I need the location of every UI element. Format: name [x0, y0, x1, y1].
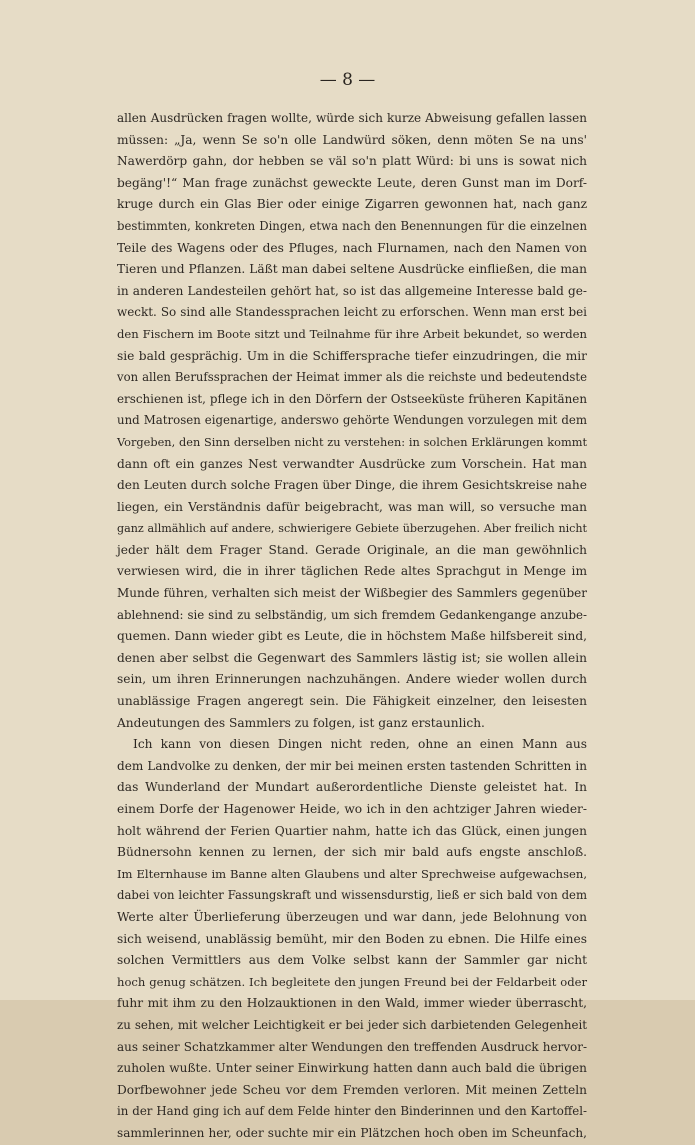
text-line: Ich kann von diesen Dingen nicht reden, ohne an einen Mann aus	[133, 737, 587, 752]
text-line: fuhr mit ihm zu den Holzauktionen in den Wald, immer wieder überrascht,	[117, 996, 587, 1011]
text-line: bestimmten, konkreten Dingen, etwa nach den Benennungen für die einzelnen	[117, 218, 587, 233]
text-line: sie bald gesprächig. Um in die Schiffersprache tiefer einzudringen, die mir	[117, 348, 587, 363]
text-line: müssen: „Ja, wenn Se so'n olle Landwürd söken, denn möten Se na uns'	[117, 132, 587, 147]
text-line: aus seiner Schatzkammer alter Wendungen den treffenden Ausdruck hervor-	[117, 1039, 587, 1054]
text-line: Nawerdörp gahn, dor hebben se väl so'n platt Würd: bi uns is sowat nich	[117, 154, 587, 169]
text-line: einem Dorfe der Hagenower Heide, wo ich in den achtziger Jahren wieder-	[117, 802, 587, 816]
text-line: dabei von leichter Fassungskraft und wissensdurstig, ließ er sich bald von dem	[117, 888, 587, 903]
text-line: weckt. So sind alle Standessprachen leicht zu erforschen. Wenn man erst bei	[117, 305, 587, 320]
text-line: Im Elternhause im Banne alten Glaubens und alter Sprechweise aufgewachsen,	[117, 866, 587, 881]
text-line: von allen Berufssprachen der Heimat immer als die reichste und bedeutendste	[117, 370, 587, 385]
text-line: ganz allmählich auf andere, schwierigere Gebiete überzugehen. Aber freilich nicht	[117, 522, 587, 536]
text-line: zuholen wußte. Unter seiner Einwirkung hatten dann auch bald die übrigen	[117, 1061, 587, 1076]
body-text	[117, 108, 587, 1145]
text-line: denen aber selbst die Gegenwart des Sammlers lästig ist; sie wollen allein	[117, 650, 587, 665]
text-line: in anderen Landesteilen gehört hat, so ist das allgemeine Interesse bald ge-	[117, 283, 587, 298]
text-line: sammlerinnen her, oder suchte mir ein Plätzchen hoch oben im Scheunfach,	[117, 1125, 587, 1140]
text-line: begäng'!“ Man frage zunächst geweckte Leute, deren Gunst man im Dorf-	[117, 175, 587, 190]
text-line: Tieren und Pflanzen. Läßt man dabei seltene Ausdrücke einfließen, die man	[117, 262, 587, 277]
text-line: jeder hält dem Frager Stand. Gerade Originale, an die man gewöhnlich	[117, 542, 587, 557]
text-line: Teile des Wagens oder des Pfluges, nach Flurnamen, nach den Namen von	[117, 240, 587, 255]
text-line: Vorgeben, den Sinn derselben nicht zu verstehen: in solchen Erklärungen kommt	[117, 434, 587, 449]
text-line: ablehnend: sie sind zu selbständig, um sich fremdem Gedankengange anzube-	[117, 607, 587, 622]
text-line: in der Hand ging ich auf dem Felde hinter den Binderinnen und den Kartoffel-	[117, 1104, 587, 1119]
text-line: allen Ausdrücken fragen wollte, würde sich kurze Abweisung gefallen lassen	[117, 111, 587, 125]
text-line: dann oft ein ganzes Nest verwandter Ausdrücke zum Vorschein. Hat man	[117, 456, 587, 471]
page-number: — 8 —	[319, 70, 376, 90]
text-line: Werte alter Überlieferung überzeugen und war dann, jede Belohnung von	[117, 909, 587, 924]
text-line: sich weisend, unablässig bemüht, mir den Boden zu ebnen. Die Hilfe eines	[117, 931, 587, 946]
text-line: den Fischern im Boote sitzt und Teilnahme für ihre Arbeit bekundet, so werden	[117, 326, 587, 341]
text-line: liegen, ein Verständnis dafür beigebracht, was man will, so versuche man	[117, 499, 587, 514]
text-line: verwiesen wird, die in ihrer täglichen Rede altes Sprachgut in Menge im	[117, 564, 587, 579]
text-line: erschienen ist, pflege ich in den Dörfern der Ostseeküste früheren Kapitänen	[117, 391, 587, 406]
text-line: und Matrosen eigenartige, anderswo gehörte Wendungen vorzulegen mit dem	[117, 413, 587, 428]
text-line: das Wunderland der Mundart außerordentliche Dienste geleistet hat. In	[117, 780, 587, 795]
text-line: solchen Vermittlers aus dem Volke selbst kann der Sammler gar nicht	[117, 953, 587, 968]
text-line: holt während der Ferien Quartier nahm, hatte ich das Glück, einen jungen	[117, 823, 587, 838]
text-line: Munde führen, verhalten sich meist der Wißbegier des Sammlers gegenüber	[117, 586, 587, 601]
text-line: Dorfbewohner jede Scheu vor dem Fremden verloren. Mit meinen Zetteln	[117, 1082, 587, 1097]
text-line: dem Landvolke zu denken, der mir bei meinen ersten tastenden Schritten in	[117, 758, 587, 773]
text-line: hoch genug schätzen. Ich begleitete den jungen Freund bei der Feldarbeit oder	[117, 974, 587, 989]
text-line: sein, um ihren Erinnerungen nachzuhängen. Andere wieder wollen durch	[117, 672, 587, 687]
text-line: Andeutungen des Sammlers zu folgen, ist ganz erstaunlich.	[117, 715, 485, 730]
text-line: den Leuten durch solche Fragen über Dinge, die ihrem Gesichtskreise nahe	[117, 478, 587, 493]
text-line: kruge durch ein Glas Bier oder einige Zigarren gewonnen hat, nach ganz	[117, 197, 587, 212]
text-line: unablässige Fragen angeregt sein. Die Fähigkeit einzelner, den leisesten	[117, 694, 587, 709]
text-line: quemen. Dann wieder gibt es Leute, die in höchstem Maße hilfsbereit sind,	[117, 629, 587, 644]
text-line: zu sehen, mit welcher Leichtigkeit er bei jeder sich darbietenden Gelegenheit	[117, 1017, 587, 1032]
text-line: Büdnersohn kennen zu lernen, der sich mir bald aufs engste anschloß.	[117, 845, 587, 860]
